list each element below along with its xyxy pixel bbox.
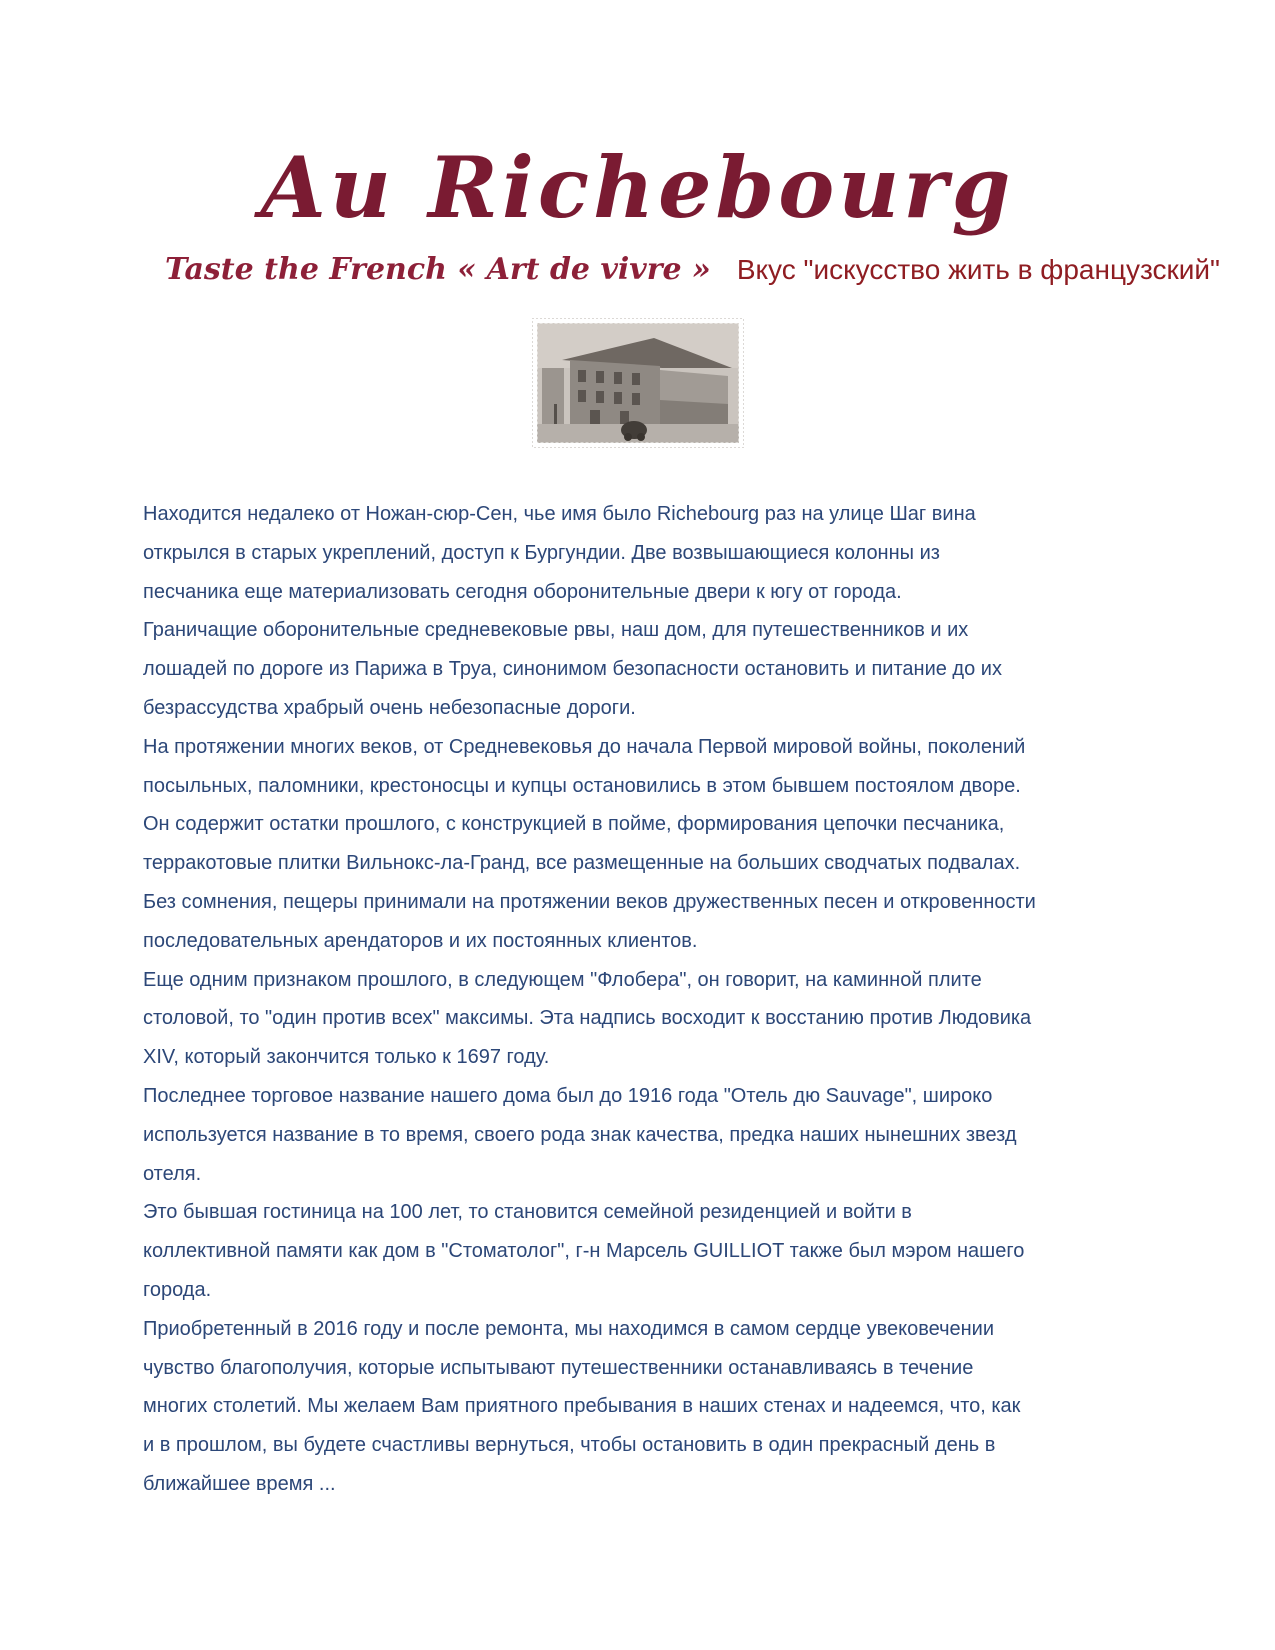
body-text-line: многих столетий. Мы желаем Вам приятного пребывания в наших стенах и надеемся, что, как — [143, 1395, 1021, 1418]
body-text-line: песчаника еще материализовать сегодня оборонительные двери к югу от города. — [143, 580, 902, 603]
body-text-line: и в прошлом, вы будете счастливы вернуться, чтобы остановить в один прекрасный день в — [143, 1434, 996, 1457]
body-text-line: безрассудства храбрый очень небезопасные дороги. — [143, 696, 636, 719]
body-text-line: Последнее торговое название нашего дома был до 1916 года "Отель дю Sauvage", широко — [143, 1084, 993, 1107]
body-text-line: отеля. — [143, 1162, 202, 1185]
subtitle-row — [165, 252, 1220, 287]
body-text-line: Он содержит остатки прошлого, с конструкцией в пойме, формирования цепочки песчаника, — [143, 813, 1005, 836]
body-text-line: лошадей по дороге из Парижа в Труа, синонимом безопасности остановить и питание до их — [143, 658, 1002, 681]
body-text-line: Это бывшая гостиница на 100 лет, то становится семейной резиденцией и войти в — [143, 1201, 912, 1224]
body-text-line: Еще одним признаком прошлого, в следующем "Флобера", он говорит, на каминной плите — [143, 968, 982, 991]
subtitle-french: Taste the French « Art de vivre » — [165, 252, 711, 287]
body-text-line: посыльных, паломники, крестоносцы и купцы остановились в этом бывшем постоялом дворе. — [143, 774, 1021, 797]
body-text-line: столовой, то "один против всех" максимы. Эта надпись восходит к восстанию против Людовика — [143, 1007, 1032, 1030]
body-text-line: Без сомнения, пещеры принимали на протяжении веков дружественных песен и откровенности — [143, 890, 1036, 913]
body-text-line: открылся в старых укреплений, доступ к Бургундии. Две возвышающиеся колонны из — [143, 541, 940, 564]
body-text-line: Находится недалеко от Ножан-сюр-Сен, чье имя было Richebourg раз на улице Шаг вина — [143, 503, 976, 525]
hotel-photo-image — [532, 318, 744, 448]
body-text-line: ближайшее время ... — [143, 1472, 336, 1495]
body-text-line: На протяжении многих веков, от Средневековья до начала Первой мировой войны, поколений — [143, 735, 1026, 758]
hotel-photo-illustration — [532, 318, 744, 448]
body-text — [143, 495, 1093, 1504]
body-text-line: XIV, который закончится только к 1697 году. — [143, 1046, 550, 1069]
subtitle-russian: Вкус "искусство жить в французский" — [736, 254, 1220, 285]
body-text-line: города. — [143, 1278, 212, 1301]
body-text-line: коллективной памяти как дом в "Стоматолог", г-н Марсель GUILLIOT также был мэром нашего — [143, 1240, 1025, 1263]
body-text-line: последовательных арендаторов и их постоянных клиентов. — [143, 929, 698, 952]
body-text-line: Граничащие оборонительные средневековые рвы, наш дом, для путешественников и их — [143, 619, 969, 642]
body-text-line: Приобретенный в 2016 году и после ремонта, мы находимся в самом сердце увековечении — [143, 1317, 994, 1340]
body-text-line: чувство благополучия, которые испытывают путешественники останавливаясь в течение — [143, 1356, 974, 1379]
body-text-line: терракотовые плитки Вильнокс-ла-Гранд, все размещенные на больших сводчатых подвалах. — [143, 852, 1021, 875]
page-title: Au Richebourg — [260, 138, 1015, 237]
body-text-line: используется название в то время, своего рода знак качества, предка наших нынешних звезд — [143, 1123, 1017, 1146]
